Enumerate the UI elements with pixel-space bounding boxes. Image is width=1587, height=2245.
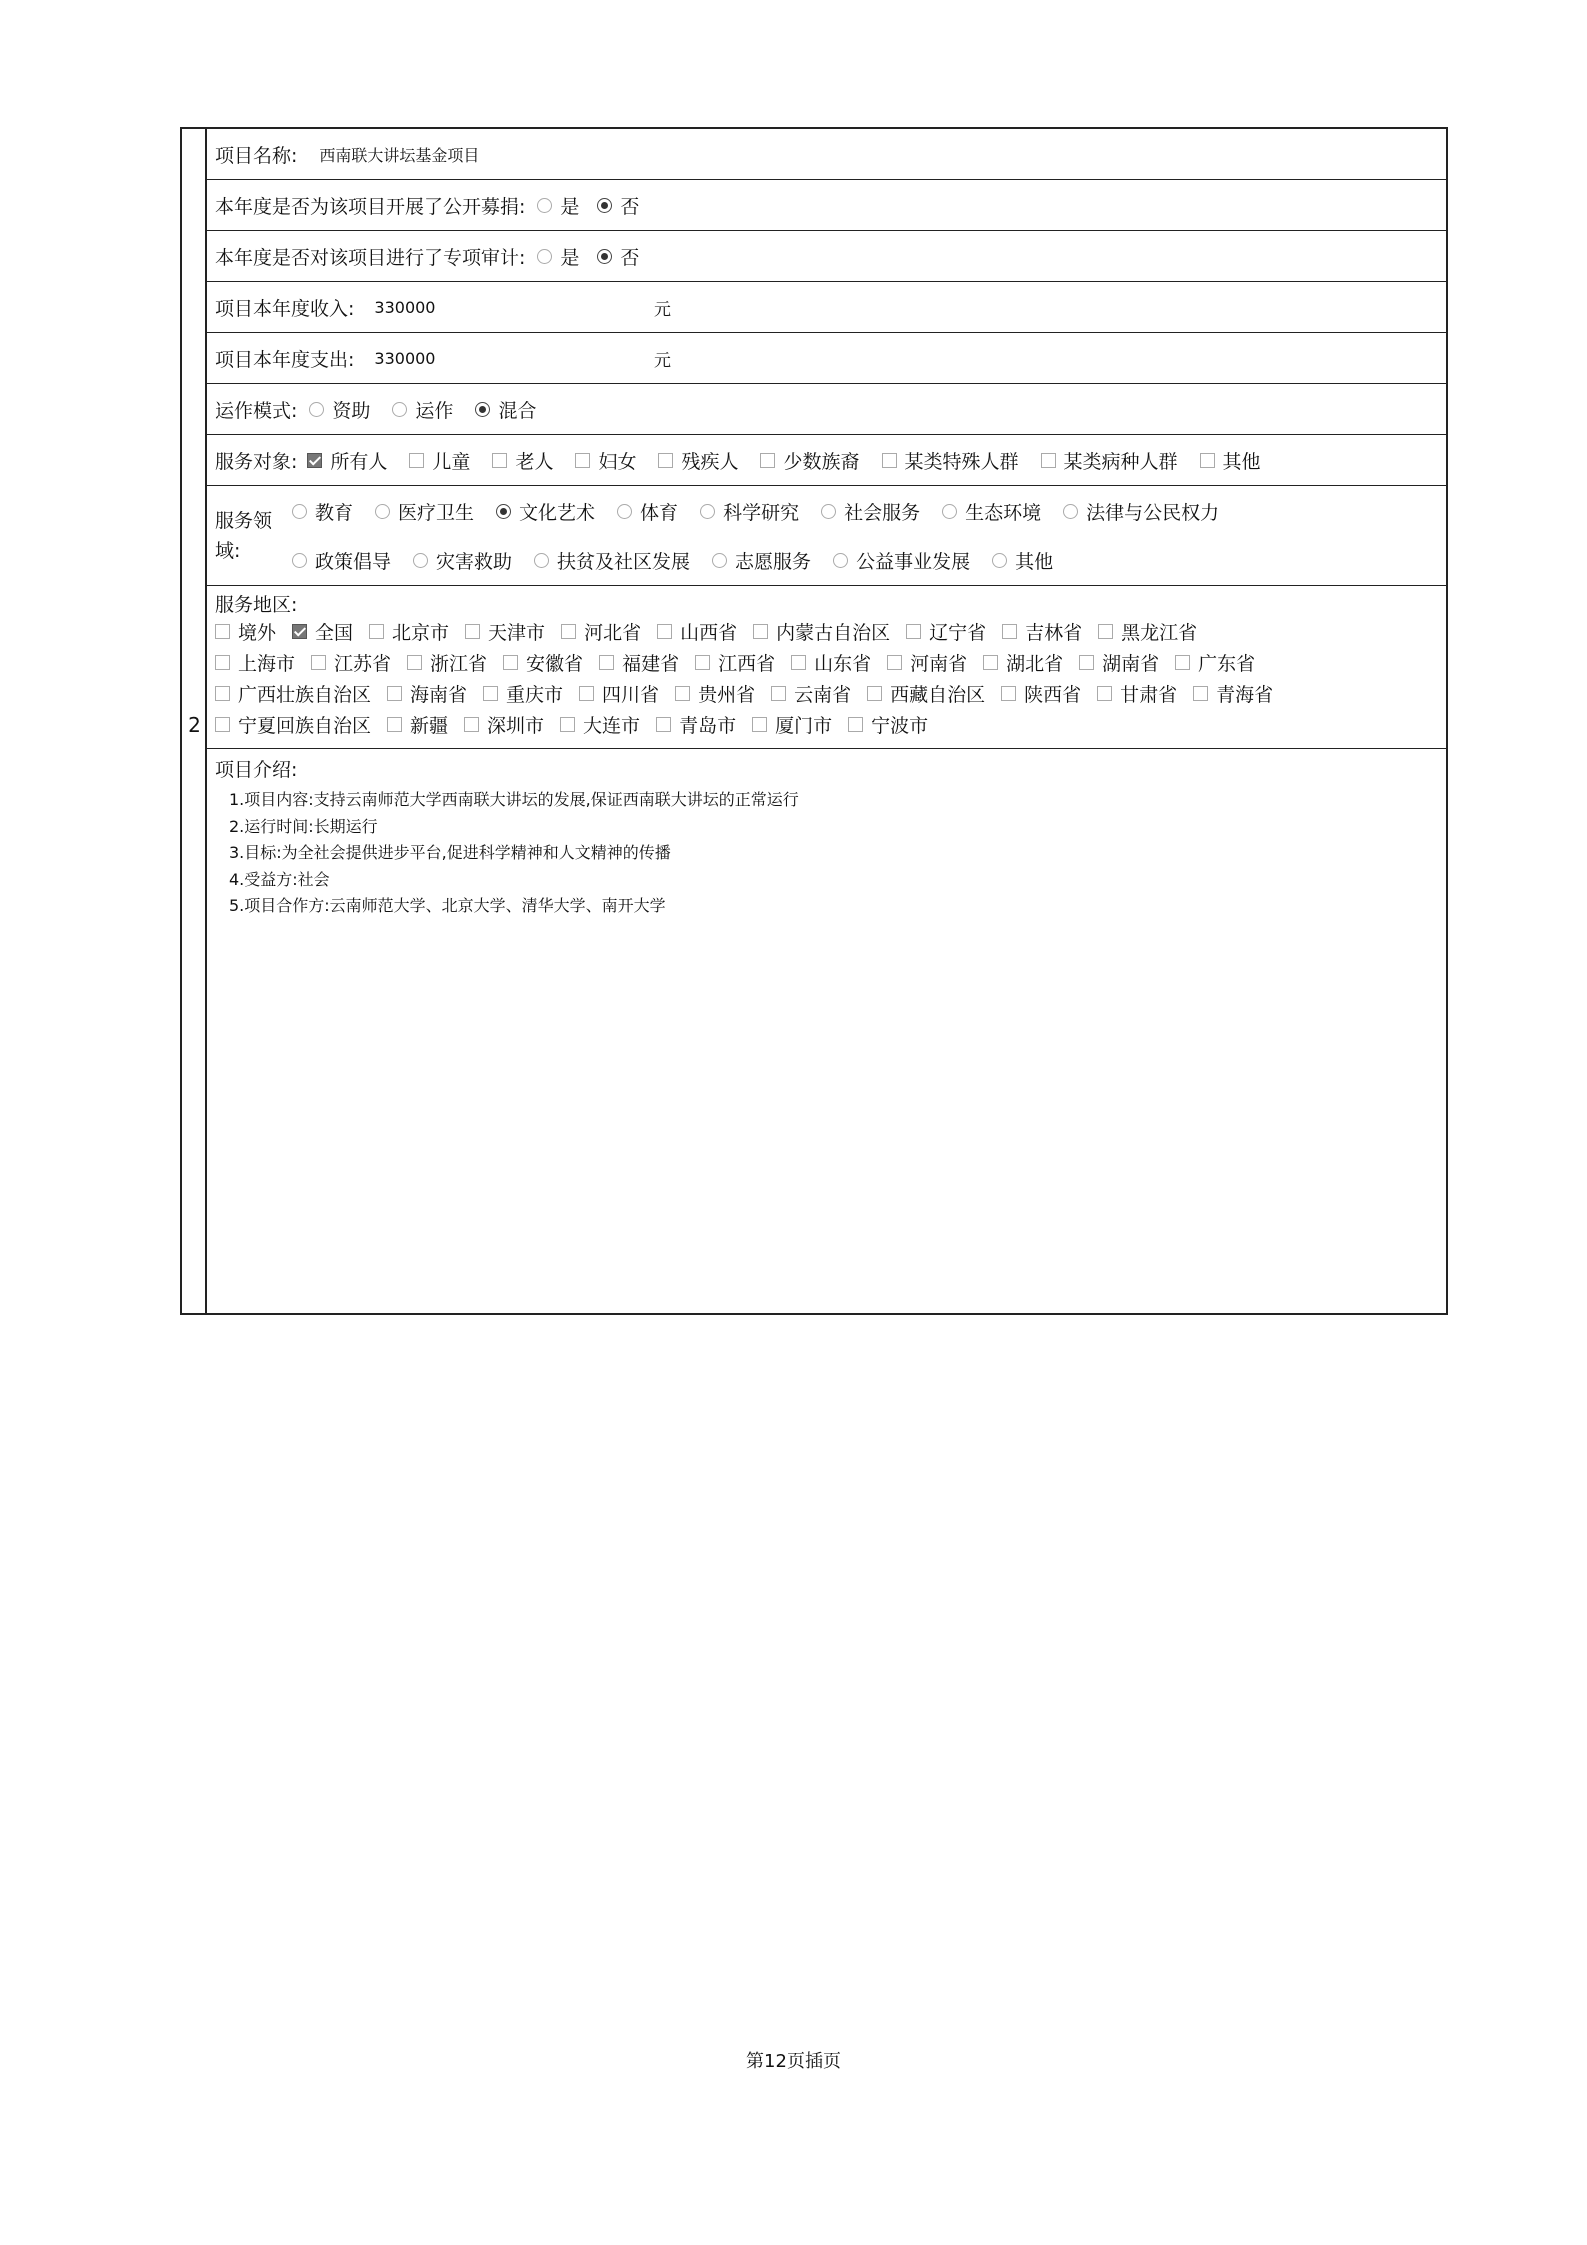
service-field-option[interactable] bbox=[1063, 498, 1219, 525]
service-region-option-label: 天津市 bbox=[488, 622, 546, 644]
service-target-option[interactable] bbox=[882, 447, 1019, 474]
radio-button[interactable] bbox=[537, 198, 552, 213]
service-region-option[interactable] bbox=[387, 680, 467, 707]
radio-button[interactable] bbox=[712, 553, 727, 568]
radio-button[interactable] bbox=[537, 249, 552, 264]
operation-mode-option[interactable] bbox=[475, 396, 536, 423]
expense-label: 项目本年度支出: bbox=[215, 348, 355, 371]
checkbox[interactable] bbox=[906, 624, 921, 639]
checkbox[interactable] bbox=[407, 655, 422, 670]
service-target-option-label: 某类病种人群 bbox=[1063, 450, 1178, 473]
service-region-option[interactable] bbox=[464, 711, 544, 738]
service-target-option[interactable] bbox=[1041, 447, 1178, 474]
checkbox[interactable] bbox=[1175, 655, 1190, 670]
service-field-option[interactable] bbox=[617, 498, 678, 525]
operation-mode-options bbox=[309, 396, 558, 423]
intro-line: 4.受益方:社会 bbox=[229, 869, 330, 889]
checkbox[interactable] bbox=[215, 686, 230, 701]
service-region-option-label: 广西壮族自治区 bbox=[238, 684, 372, 706]
service-field-options-line1 bbox=[292, 498, 1241, 525]
project-form-table bbox=[180, 127, 1448, 1315]
service-region-option[interactable] bbox=[599, 649, 679, 676]
checkbox[interactable] bbox=[848, 717, 863, 732]
radio-button[interactable] bbox=[496, 504, 511, 519]
income-row bbox=[207, 282, 1446, 333]
service-field-option[interactable] bbox=[833, 547, 970, 574]
service-target-option[interactable] bbox=[492, 447, 553, 474]
service-region-option-label: 北京市 bbox=[392, 622, 450, 644]
service-region-option-label: 新疆 bbox=[410, 715, 449, 737]
service-region-option-label: 青岛市 bbox=[679, 715, 737, 737]
service-target-option-label: 老人 bbox=[515, 450, 554, 473]
checkbox[interactable] bbox=[675, 686, 690, 701]
service-field-option[interactable] bbox=[712, 547, 811, 574]
operation-mode-label: 运作模式: bbox=[215, 399, 298, 422]
checkbox[interactable] bbox=[503, 655, 518, 670]
service-region-option[interactable] bbox=[407, 649, 487, 676]
service-region-options-line1 bbox=[215, 618, 1213, 645]
service-region-option-label: 四川省 bbox=[602, 684, 660, 706]
checkbox[interactable] bbox=[387, 717, 402, 732]
service-target-option[interactable] bbox=[760, 447, 859, 474]
service-region-option[interactable] bbox=[292, 618, 353, 645]
checkbox[interactable] bbox=[560, 717, 575, 732]
service-region-options-line3 bbox=[215, 680, 1289, 707]
checkbox[interactable] bbox=[1193, 686, 1208, 701]
service-field-option-label: 扶贫及社区发展 bbox=[557, 551, 691, 573]
radio-button[interactable] bbox=[413, 553, 428, 568]
checkbox[interactable] bbox=[882, 453, 897, 468]
expense-row bbox=[207, 333, 1446, 384]
service-region-option-label: 福建省 bbox=[622, 653, 680, 675]
public-fundraising-option[interactable] bbox=[537, 192, 579, 219]
checkbox[interactable] bbox=[791, 655, 806, 670]
form-rows bbox=[207, 129, 1446, 1313]
income-value: 330000 bbox=[374, 297, 436, 317]
service-field-option-label: 科学研究 bbox=[723, 502, 800, 524]
service-region-option[interactable] bbox=[1098, 618, 1197, 645]
service-region-option[interactable] bbox=[675, 680, 755, 707]
service-region-option-label: 内蒙古自治区 bbox=[776, 622, 891, 644]
project-name-value: 西南联大讲坛基金项目 bbox=[319, 145, 480, 165]
service-region-option[interactable] bbox=[483, 680, 563, 707]
operation-mode-option[interactable] bbox=[392, 396, 453, 423]
service-field-option-label: 教育 bbox=[315, 502, 354, 524]
service-region-option-label: 青海省 bbox=[1216, 684, 1274, 706]
service-field-option[interactable] bbox=[375, 498, 474, 525]
service-field-option-label: 社会服务 bbox=[844, 502, 921, 524]
service-region-option-label: 广东省 bbox=[1198, 653, 1256, 675]
service-region-options-line2 bbox=[215, 649, 1271, 676]
service-target-option-label: 妇女 bbox=[598, 450, 637, 473]
checkbox[interactable] bbox=[658, 453, 673, 468]
income-unit: 元 bbox=[654, 299, 671, 320]
radio-button[interactable] bbox=[700, 504, 715, 519]
service-region-option[interactable] bbox=[215, 618, 276, 645]
service-region-option[interactable] bbox=[1001, 680, 1081, 707]
service-field-option[interactable] bbox=[700, 498, 799, 525]
service-region-option-label: 黑龙江省 bbox=[1121, 622, 1198, 644]
service-region-option-label: 吉林省 bbox=[1025, 622, 1083, 644]
radio-button[interactable] bbox=[833, 553, 848, 568]
service-region-option[interactable] bbox=[215, 680, 371, 707]
service-field-option[interactable] bbox=[821, 498, 920, 525]
checkbox[interactable] bbox=[492, 453, 507, 468]
operation-mode-option[interactable] bbox=[309, 396, 370, 423]
checkbox[interactable] bbox=[760, 453, 775, 468]
service-field-option-label: 医疗卫生 bbox=[398, 502, 475, 524]
special-audit-row bbox=[207, 231, 1446, 282]
service-region-option-label: 深圳市 bbox=[487, 715, 545, 737]
intro-content bbox=[229, 787, 799, 920]
expense-value: 330000 bbox=[374, 348, 436, 368]
service-region-option[interactable] bbox=[1097, 680, 1177, 707]
checkbox[interactable] bbox=[215, 624, 230, 639]
checkbox[interactable] bbox=[307, 453, 322, 468]
service-region-option[interactable] bbox=[771, 680, 851, 707]
radio-button[interactable] bbox=[375, 504, 390, 519]
checkbox[interactable] bbox=[409, 453, 424, 468]
service-region-option-label: 甘肃省 bbox=[1120, 684, 1178, 706]
checkbox[interactable] bbox=[752, 717, 767, 732]
service-region-option-label: 宁波市 bbox=[871, 715, 929, 737]
checkbox[interactable] bbox=[311, 655, 326, 670]
special-audit-options bbox=[537, 243, 657, 270]
checkbox[interactable] bbox=[483, 686, 498, 701]
service-region-option-label: 海南省 bbox=[410, 684, 468, 706]
service-region-option-label: 上海市 bbox=[238, 653, 296, 675]
service-field-label: 服务领域: bbox=[215, 510, 273, 562]
service-region-option[interactable] bbox=[560, 711, 640, 738]
service-target-option-label: 儿童 bbox=[432, 450, 471, 473]
service-region-option-label: 大连市 bbox=[583, 715, 641, 737]
checkbox[interactable] bbox=[1079, 655, 1094, 670]
radio-button[interactable] bbox=[942, 504, 957, 519]
service-target-option-label: 所有人 bbox=[330, 450, 388, 473]
service-region-option[interactable] bbox=[369, 618, 449, 645]
operation-mode-option-label: 资助 bbox=[332, 399, 371, 422]
service-field-option-label: 生态环境 bbox=[965, 502, 1042, 524]
page-footer: 第12页插页 bbox=[746, 2051, 841, 2072]
public-fundraising-options bbox=[537, 192, 657, 219]
service-field-option-label: 志愿服务 bbox=[735, 551, 812, 573]
service-region-option[interactable] bbox=[752, 711, 832, 738]
project-name-label: 项目名称: bbox=[215, 144, 298, 167]
service-target-option-label: 残疾人 bbox=[681, 450, 739, 473]
checkbox[interactable] bbox=[1097, 686, 1112, 701]
service-target-option[interactable] bbox=[409, 447, 470, 474]
checkbox[interactable] bbox=[599, 655, 614, 670]
service-field-option[interactable] bbox=[496, 498, 595, 525]
service-region-option[interactable] bbox=[983, 649, 1063, 676]
service-region-option[interactable] bbox=[867, 680, 985, 707]
service-target-option-label: 某类特殊人群 bbox=[904, 450, 1019, 473]
checkbox[interactable] bbox=[292, 624, 307, 639]
service-region-option-label: 安徽省 bbox=[526, 653, 584, 675]
service-region-option-label: 江西省 bbox=[718, 653, 776, 675]
service-region-option-label: 山西省 bbox=[680, 622, 738, 644]
service-target-option[interactable] bbox=[575, 447, 636, 474]
service-region-option[interactable] bbox=[1079, 649, 1159, 676]
service-field-option-label: 体育 bbox=[640, 502, 679, 524]
service-target-option-label: 其他 bbox=[1222, 450, 1261, 473]
service-region-option[interactable] bbox=[579, 680, 659, 707]
checkbox[interactable] bbox=[464, 717, 479, 732]
service-target-options bbox=[307, 447, 1282, 474]
checkbox[interactable] bbox=[695, 655, 710, 670]
checkbox[interactable] bbox=[771, 686, 786, 701]
radio-button[interactable] bbox=[534, 553, 549, 568]
checkbox[interactable] bbox=[656, 717, 671, 732]
service-region-option[interactable] bbox=[656, 711, 736, 738]
service-field-option[interactable] bbox=[292, 498, 353, 525]
service-region-option-label: 境外 bbox=[238, 622, 277, 644]
intro-label: 项目介绍: bbox=[215, 759, 298, 781]
service-region-option[interactable] bbox=[215, 649, 295, 676]
service-field-option-label: 灾害救助 bbox=[436, 551, 513, 573]
service-field-option[interactable] bbox=[292, 547, 391, 574]
public-fundraising-option[interactable] bbox=[597, 192, 639, 219]
service-region-option-label: 辽宁省 bbox=[929, 622, 987, 644]
checkbox[interactable] bbox=[983, 655, 998, 670]
service-region-option[interactable] bbox=[906, 618, 986, 645]
expense-unit: 元 bbox=[654, 350, 671, 371]
service-region-option[interactable] bbox=[503, 649, 583, 676]
project-name-row bbox=[207, 129, 1446, 180]
service-field-option-label: 文化艺术 bbox=[519, 502, 596, 524]
service-region-option[interactable] bbox=[695, 649, 775, 676]
operation-mode-option-label: 运作 bbox=[415, 399, 454, 422]
special-audit-option[interactable] bbox=[597, 243, 639, 270]
radio-button[interactable] bbox=[475, 402, 490, 417]
service-region-option[interactable] bbox=[1175, 649, 1255, 676]
service-field-option-label: 政策倡导 bbox=[315, 551, 392, 573]
service-region-option-label: 宁夏回族自治区 bbox=[238, 715, 372, 737]
radio-button[interactable] bbox=[309, 402, 324, 417]
intro-line: 2.运行时间:长期运行 bbox=[229, 816, 378, 836]
radio-button[interactable] bbox=[597, 198, 612, 213]
checkbox[interactable] bbox=[1041, 453, 1056, 468]
row-number: 2 bbox=[188, 713, 201, 737]
service-region-option-label: 河北省 bbox=[584, 622, 642, 644]
radio-button[interactable] bbox=[617, 504, 632, 519]
service-region-option-label: 厦门市 bbox=[775, 715, 833, 737]
service-region-option-label: 云南省 bbox=[794, 684, 852, 706]
checkbox[interactable] bbox=[215, 655, 230, 670]
service-region-option[interactable] bbox=[561, 618, 641, 645]
service-region-option-label: 江苏省 bbox=[334, 653, 392, 675]
service-field-option-label: 其他 bbox=[1015, 551, 1054, 573]
service-region-option[interactable] bbox=[791, 649, 871, 676]
service-region-option[interactable] bbox=[465, 618, 545, 645]
service-region-option-label: 重庆市 bbox=[506, 684, 564, 706]
service-region-option-label: 西藏自治区 bbox=[890, 684, 986, 706]
service-region-option[interactable] bbox=[1002, 618, 1082, 645]
service-target-option-label: 少数族裔 bbox=[783, 450, 860, 473]
checkbox[interactable] bbox=[215, 717, 230, 732]
service-region-option-label: 湖北省 bbox=[1006, 653, 1064, 675]
service-region-option[interactable] bbox=[887, 649, 967, 676]
service-region-row bbox=[207, 586, 1446, 749]
public-fundraising-label: 本年度是否为该项目开展了公开募捐: bbox=[215, 195, 526, 218]
service-field-options-line2 bbox=[292, 547, 1075, 574]
public-fundraising-option-label: 否 bbox=[620, 195, 640, 218]
checkbox[interactable] bbox=[1200, 453, 1215, 468]
checkbox[interactable] bbox=[1098, 624, 1113, 639]
service-region-option-label: 全国 bbox=[315, 622, 354, 644]
service-region-option[interactable] bbox=[1193, 680, 1273, 707]
service-region-option-label: 浙江省 bbox=[430, 653, 488, 675]
checkbox[interactable] bbox=[561, 624, 576, 639]
service-region-option-label: 山东省 bbox=[814, 653, 872, 675]
service-region-option-label: 湖南省 bbox=[1102, 653, 1160, 675]
special-audit-option[interactable] bbox=[537, 243, 579, 270]
service-region-option[interactable] bbox=[215, 711, 371, 738]
intro-row bbox=[207, 749, 1446, 1315]
checkbox[interactable] bbox=[387, 686, 402, 701]
service-target-label: 服务对象: bbox=[215, 450, 298, 473]
service-target-option[interactable] bbox=[1200, 447, 1261, 474]
radio-button[interactable] bbox=[992, 553, 1007, 568]
service-target-option[interactable] bbox=[658, 447, 738, 474]
service-region-option-label: 河南省 bbox=[910, 653, 968, 675]
radio-button[interactable] bbox=[821, 504, 836, 519]
checkbox[interactable] bbox=[1002, 624, 1017, 639]
special-audit-option-label: 是 bbox=[560, 246, 580, 269]
service-field-row bbox=[207, 486, 1446, 586]
checkbox[interactable] bbox=[579, 686, 594, 701]
special-audit-label: 本年度是否对该项目进行了专项审计: bbox=[215, 246, 526, 269]
service-target-option[interactable] bbox=[307, 447, 387, 474]
service-region-option-label: 贵州省 bbox=[698, 684, 756, 706]
checkbox[interactable] bbox=[753, 624, 768, 639]
service-region-options-line4 bbox=[215, 711, 944, 738]
service-field-option[interactable] bbox=[942, 498, 1041, 525]
income-label: 项目本年度收入: bbox=[215, 297, 355, 320]
radio-button[interactable] bbox=[292, 553, 307, 568]
radio-button[interactable] bbox=[392, 402, 407, 417]
special-audit-option-label: 否 bbox=[620, 246, 640, 269]
intro-line: 1.项目内容:支持云南师范大学西南联大讲坛的发展,保证西南联大讲坛的正常运行 bbox=[229, 790, 799, 809]
checkbox[interactable] bbox=[575, 453, 590, 468]
service-region-option[interactable] bbox=[387, 711, 448, 738]
checkbox[interactable] bbox=[887, 655, 902, 670]
checkbox[interactable] bbox=[657, 624, 672, 639]
service-field-option[interactable] bbox=[413, 547, 512, 574]
service-region-option-label: 陕西省 bbox=[1024, 684, 1082, 706]
radio-button[interactable] bbox=[1063, 504, 1078, 519]
service-region-option[interactable] bbox=[311, 649, 391, 676]
radio-button[interactable] bbox=[292, 504, 307, 519]
public-fundraising-row bbox=[207, 180, 1446, 231]
checkbox[interactable] bbox=[465, 624, 480, 639]
checkbox[interactable] bbox=[867, 686, 882, 701]
service-region-option[interactable] bbox=[848, 711, 928, 738]
checkbox[interactable] bbox=[369, 624, 384, 639]
operation-mode-row bbox=[207, 384, 1446, 435]
service-region-label: 服务地区: bbox=[215, 594, 298, 616]
service-field-option[interactable] bbox=[992, 547, 1053, 574]
radio-button[interactable] bbox=[597, 249, 612, 264]
service-region-option[interactable] bbox=[657, 618, 737, 645]
checkbox[interactable] bbox=[1001, 686, 1016, 701]
service-target-row bbox=[207, 435, 1446, 486]
operation-mode-option-label: 混合 bbox=[498, 399, 537, 422]
service-field-option-label: 公益事业发展 bbox=[856, 551, 971, 573]
public-fundraising-option-label: 是 bbox=[560, 195, 580, 218]
intro-line: 5.项目合作方:云南师范大学、北京大学、清华大学、南开大学 bbox=[229, 896, 666, 915]
service-field-option[interactable] bbox=[534, 547, 690, 574]
service-field-option-label: 法律与公民权力 bbox=[1086, 502, 1220, 524]
intro-line: 3.目标:为全社会提供进步平台,促进科学精神和人文精神的传播 bbox=[229, 843, 671, 862]
service-region-option[interactable] bbox=[753, 618, 890, 645]
